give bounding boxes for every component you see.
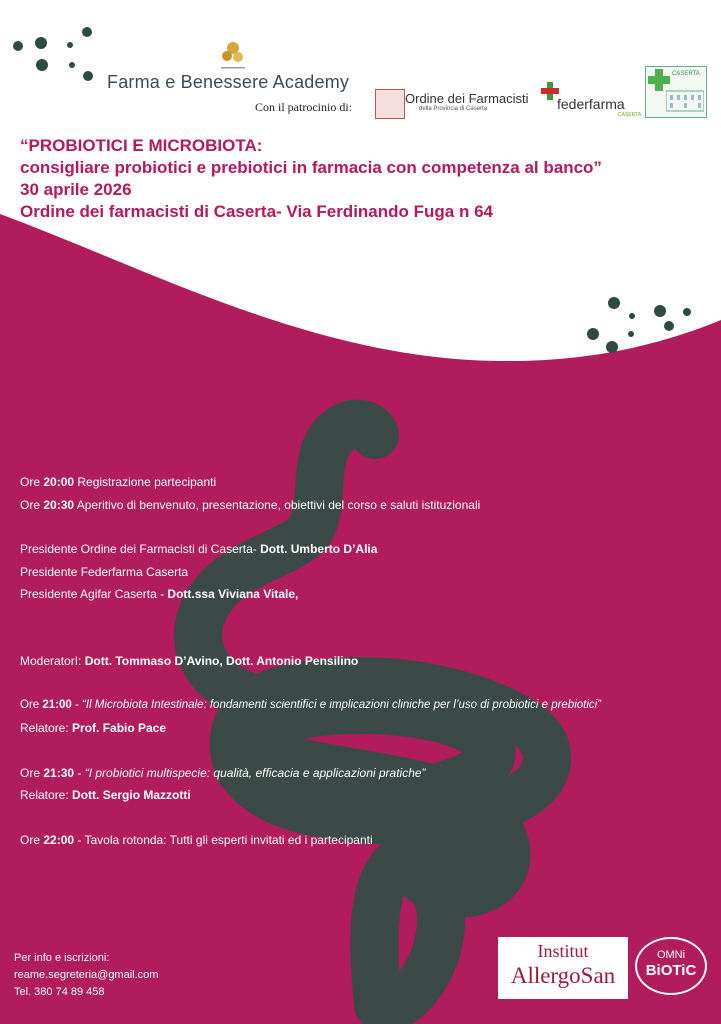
federfarma-logo-text: federfarma — [557, 96, 625, 112]
event-title-line1: “PROBIOTICI E MICROBIOTA: — [20, 136, 263, 155]
moderators: ModeratorI: Dott. Tommaso D’Avino, Dott. Antonio Pensilino — [20, 654, 359, 668]
talk2-speaker: Relatore: Dott. Sergio Mazzotti — [20, 788, 191, 802]
ordine-farmacisti-logo — [375, 89, 535, 119]
ordine-logo-subtitle: della Provincia di Caserta — [419, 106, 488, 112]
caserta-logo-text: CASERTA — [672, 71, 700, 77]
dot — [36, 59, 48, 71]
dot — [664, 321, 674, 331]
program-welcome: Ore 20:30 Aperitivo di benvenuto, presentazione, obiettivi del corso e saluti istituzionali — [20, 498, 481, 512]
dot — [82, 27, 92, 37]
program-registration: Ore 20:00 Registrazione partecipanti — [20, 475, 217, 489]
contact-label: Per info e iscrizioni: — [14, 952, 110, 964]
event-title-block — [20, 135, 602, 223]
omnibiotic-logo — [635, 937, 707, 995]
dot — [629, 313, 635, 319]
academy-logo-icon — [218, 38, 248, 72]
talk1-speaker: Relatore: Prof. Fabio Pace — [20, 721, 167, 735]
dot — [628, 331, 634, 337]
dot — [606, 341, 618, 353]
dot — [587, 328, 599, 340]
event-title-line2: consigliare probiotici e prebiotici in farmacia con competenza al banco” — [20, 158, 602, 177]
federfarma-logo-sub: CASERTA — [618, 112, 642, 118]
academy-name: Farma e Benessere Academy — [107, 72, 350, 92]
contact-phone: Tel. 380 74 89 458 — [14, 986, 105, 998]
palace-icon — [666, 83, 704, 113]
talk1: Ore 21:00 - “Il Microbiota Intestinale: fondamenti scientifici e implicazioni cliniche per l’uso di probiotici e prebiotici” — [20, 699, 602, 711]
greeting-ordine: Presidente Ordine dei Farmacisti di Caserta- Dott. Umberto D’Alia — [20, 542, 378, 556]
event-venue: Ordine dei farmacisti di Caserta- Via Ferdinando Fuga n 64 — [20, 202, 493, 221]
federfarma-logo — [541, 82, 641, 122]
dot — [654, 305, 666, 317]
roundtable: Ore 22:00 - Tavola rotonda: Tutti gli esperti invitati ed i partecipanti — [20, 833, 373, 847]
allergosan-logo-bottom: AllergoSan — [510, 963, 616, 988]
dot — [83, 71, 93, 81]
contact-email[interactable]: reame.segreteria@gmail.com — [14, 969, 159, 981]
dot — [67, 42, 73, 48]
dot — [13, 41, 23, 51]
greeting-agifar: Presidente Agifar Caserta - Dott.ssa Viviana Vitale, — [20, 587, 299, 601]
event-date: 30 aprile 2026 — [20, 180, 132, 199]
patronage-label: Con il patrocinio di: — [255, 100, 352, 114]
talk2: Ore 21:30 - “I probiotici multispecie: qualità, efficacia e applicazioni pratiche” — [20, 766, 426, 780]
dot — [683, 308, 691, 316]
dot — [608, 297, 620, 309]
ordine-emblem-icon — [375, 89, 405, 119]
greeting-federfarma: Presidente Federfarma Caserta — [20, 565, 189, 579]
omnibiotic-logo-top: OMNi — [656, 949, 686, 961]
dot — [69, 62, 75, 68]
dot — [35, 37, 47, 49]
omnibiotic-logo-bottom: BiOTiC — [645, 962, 697, 979]
allergosan-logo — [498, 937, 628, 999]
caserta-logo — [645, 66, 707, 118]
allergosan-logo-top: Institut — [537, 941, 589, 961]
ordine-logo-title: Ordine dei Farmacisti — [405, 91, 529, 106]
